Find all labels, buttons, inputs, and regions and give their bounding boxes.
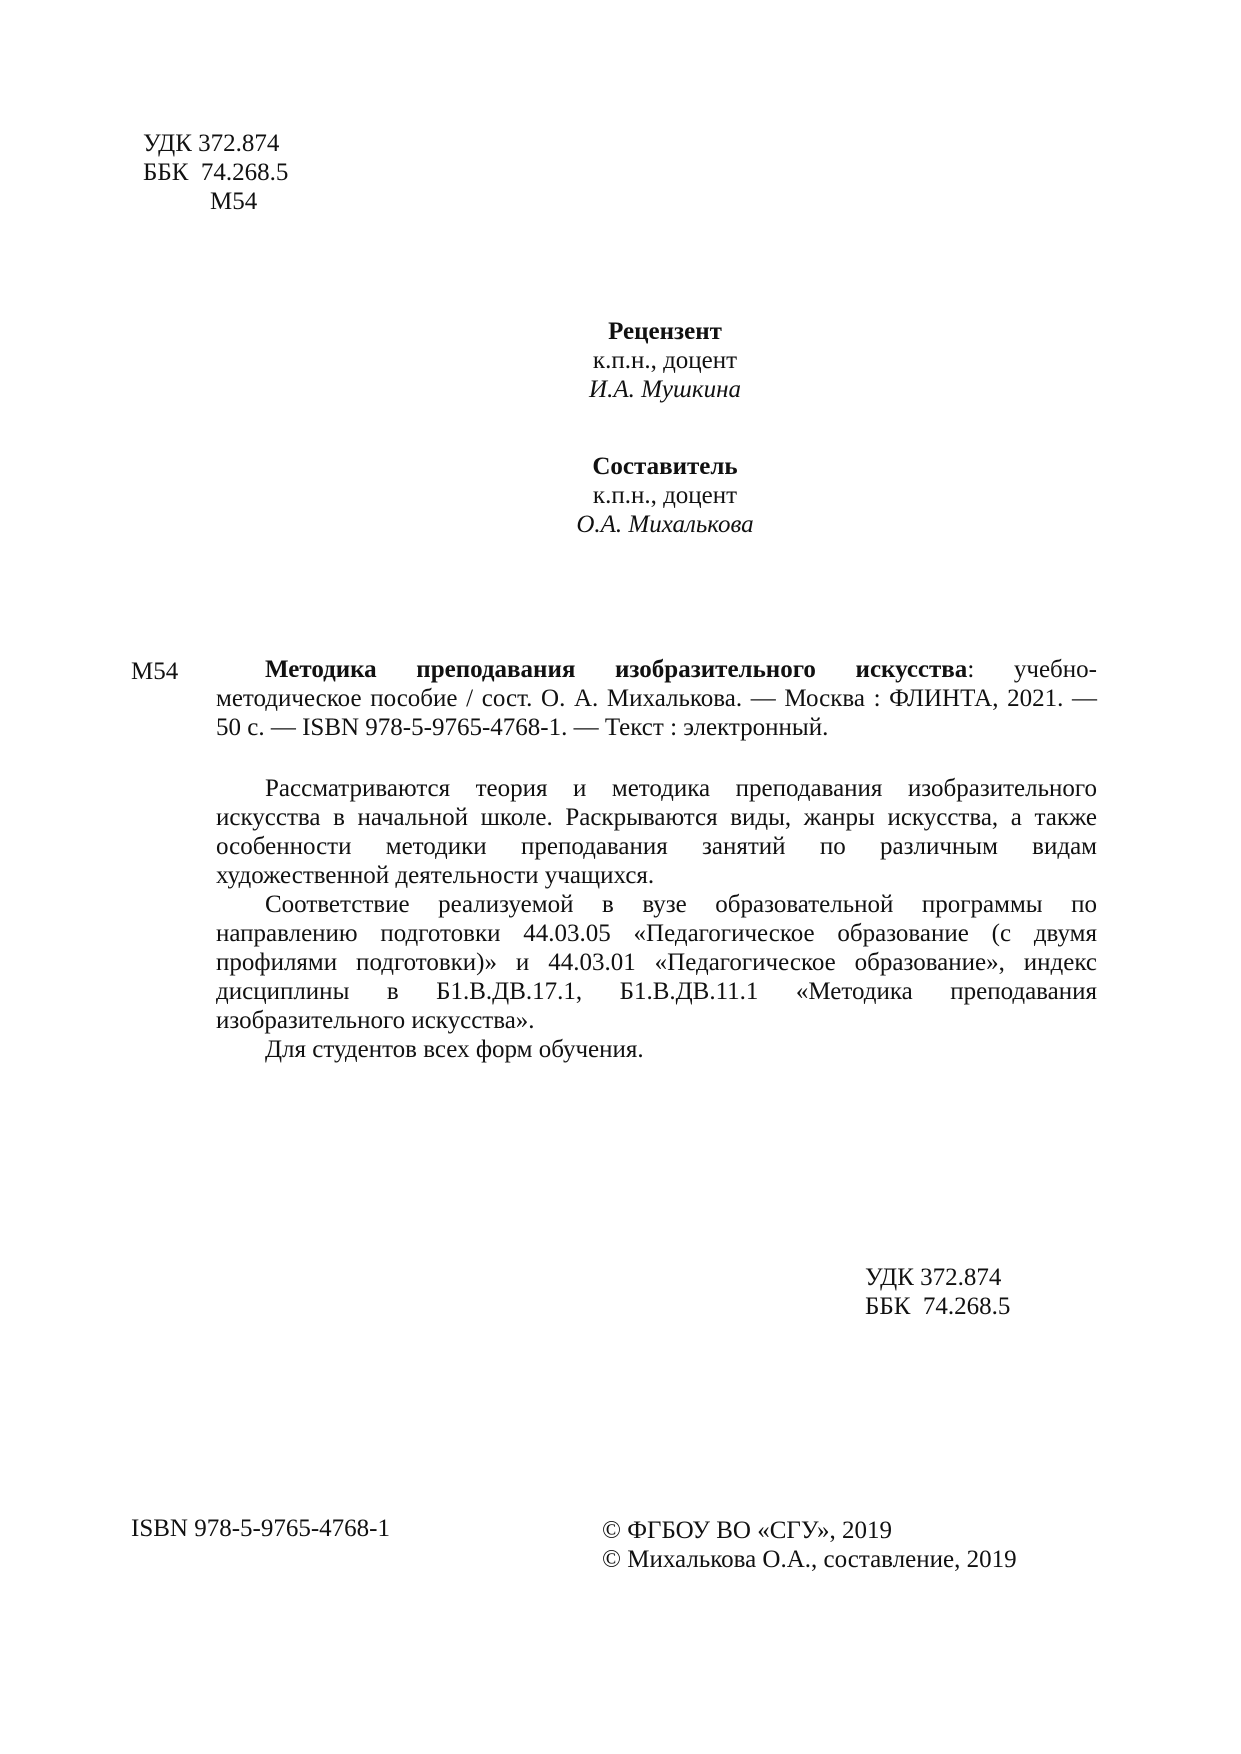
isbn: ISBN 978-5-9765-4768-1: [131, 1515, 391, 1542]
annotation-paragraph: Рассматриваются теория и методика преподавания изобразительного искусства в начальной школе. Раскрываются виды, жанры искусства, а также особенности методики преподавания занятий по различным видам художественной деятельности учащихся.: [216, 775, 1097, 889]
classification-codes-bottom: [865, 1263, 1010, 1321]
udk-code: УДК 372.874: [143, 130, 280, 157]
udk-code-bottom: УДК 372.874: [865, 1264, 1002, 1291]
bbk-code-bottom: ББК 74.268.5: [865, 1293, 1011, 1320]
compiler-block: [500, 452, 830, 539]
copyright-block: [602, 1516, 1017, 1574]
compiler-heading: Составитель: [592, 453, 738, 480]
audience-note: Для студентов всех форм обучения.: [265, 1036, 644, 1063]
entry-author-mark: М54: [131, 658, 179, 685]
bibliographic-details: : учебно-методическое пособие / сост. О. А. Михалькова. — Москва : ФЛИНТА, 2021. — 50 с. — ISBN 978-5-9765-4768-1. — Текст : электронный.: [216, 656, 1097, 741]
program-correspondence: Соответствие реализуемой в вузе образовательной программы по направлению подготовки 44.03.05 «Педагогическое образование (с двумя профилями подготовки)» и 44.03.01 «Педагогическое образование», индекс дисциплины в Б1.В.ДВ.17.1, Б1.В.ДВ.11.1 «Методика преподавания изобразительного искусства».: [216, 891, 1097, 1034]
bibliographic-description: [216, 655, 1097, 742]
reviewer-name: И.А. Мушкина: [589, 376, 741, 403]
author-mark: М54: [210, 188, 258, 215]
bbk-code: ББК 74.268.5: [143, 159, 289, 186]
reviewer-heading: Рецензент: [608, 318, 722, 345]
reviewer-title: к.п.н., доцент: [592, 347, 738, 374]
bibliographic-entry: [216, 655, 1097, 1064]
copyright-publisher: © ФГБОУ ВО «СГУ», 2019: [602, 1517, 892, 1544]
compiler-title: к.п.н., доцент: [592, 482, 738, 509]
compiler-name: О.А. Михалькова: [576, 511, 754, 538]
reviewer-block: [500, 317, 830, 404]
classification-codes-top: [143, 129, 288, 216]
book-title: Методика преподавания изобразительного искусства: [265, 656, 968, 683]
copyright-compiler: © Михалькова О.А., составление, 2019: [602, 1546, 1017, 1573]
